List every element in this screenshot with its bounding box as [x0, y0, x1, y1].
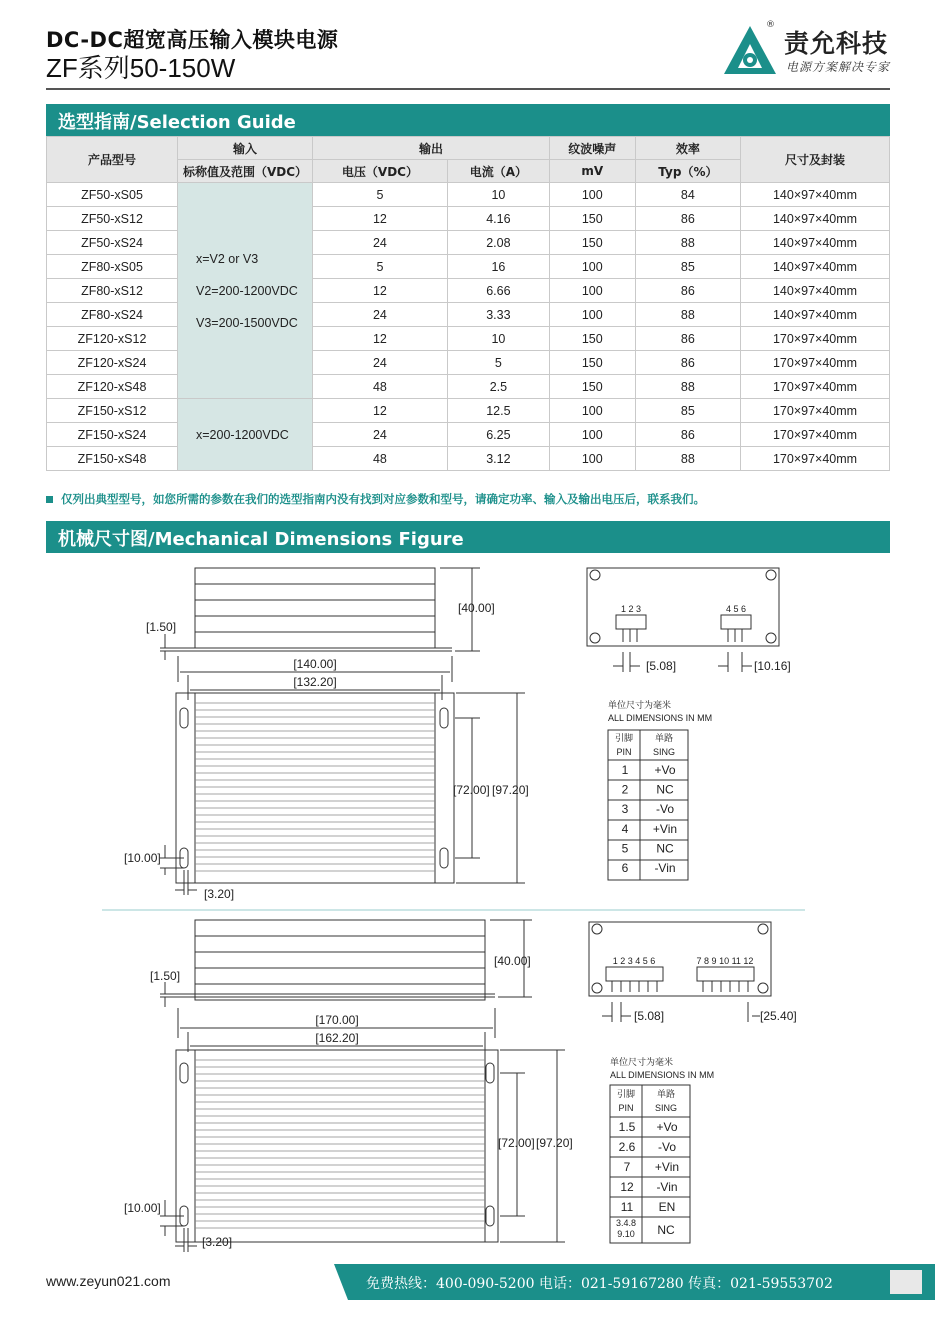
dim-label: [10.00]: [124, 1201, 161, 1215]
eff-cell: 88: [635, 231, 740, 255]
pin-number: 3: [621, 802, 629, 817]
table-row: [47, 327, 890, 351]
pin-function: +Vo: [656, 1120, 678, 1134]
selection-note: [46, 491, 705, 507]
pin-numbers: 4 5 6: [725, 604, 747, 614]
dim-label: [72.00]: [498, 1136, 535, 1150]
page-number-box: [890, 1270, 922, 1294]
col-eff: 效率: [635, 137, 740, 160]
table-row: [47, 447, 890, 471]
size-cell: 140×97×40mm: [741, 231, 890, 255]
ripple-cell: 150: [549, 327, 635, 351]
pin-function: +Vin: [652, 821, 678, 836]
ripple-cell: 150: [549, 351, 635, 375]
dim-label: [5.08]: [646, 659, 677, 673]
pin-function: NC: [657, 1223, 675, 1237]
pin-col-header: 单路: [656, 1089, 676, 1099]
pin-number: 11: [620, 1200, 634, 1214]
voltage-cell: 24: [313, 231, 448, 255]
table-row: [47, 231, 890, 255]
current-cell: 10: [447, 183, 549, 207]
pin-number: 2.6: [618, 1140, 636, 1154]
input-range-line: V2=200-1200VDC: [196, 283, 298, 298]
eff-cell: 86: [635, 423, 740, 447]
dim-label: [25.40]: [760, 1009, 797, 1023]
table-row: [47, 351, 890, 375]
dim-label: [72.00]: [453, 783, 490, 797]
unit-note-en: ALL DIMENSIONS IN MM: [608, 713, 713, 723]
page-subtitle: ZF系列50-150W: [46, 53, 236, 83]
input-range-cell: [178, 183, 313, 399]
size-cell: 170×97×40mm: [741, 327, 890, 351]
dim-label: [40.00]: [494, 954, 531, 968]
current-cell: 12.5: [447, 399, 549, 423]
ripple-cell: 150: [549, 375, 635, 399]
ripple-cell: 100: [549, 303, 635, 327]
ripple-cell: 100: [549, 183, 635, 207]
col-ripple: 纹波噪声: [549, 137, 635, 160]
eff-cell: 86: [635, 207, 740, 231]
dim-label: [97.20]: [492, 783, 529, 797]
dim-label: [10.16]: [754, 659, 791, 673]
voltage-cell: 5: [313, 255, 448, 279]
table-row: [47, 423, 890, 447]
dim-label: [132.20]: [293, 675, 337, 689]
table-row: [47, 207, 890, 231]
pin-function: -Vo: [657, 1140, 677, 1154]
current-cell: 6.66: [447, 279, 549, 303]
eff-cell: 88: [635, 375, 740, 399]
dim-label: [1.50]: [146, 620, 177, 634]
eff-cell: 86: [635, 279, 740, 303]
current-cell: 10: [447, 327, 549, 351]
model-cell: ZF120-xS24: [47, 351, 178, 375]
size-cell: 140×97×40mm: [741, 279, 890, 303]
model-cell: ZF50-xS12: [47, 207, 178, 231]
header-divider: [46, 88, 890, 90]
size-cell: 140×97×40mm: [741, 207, 890, 231]
pin-numbers: 7 8 9 10 11 12: [696, 956, 754, 966]
ripple-cell: 150: [549, 231, 635, 255]
pin-function: NC: [656, 841, 674, 856]
dim-label: [40.00]: [458, 601, 495, 615]
voltage-cell: 12: [313, 399, 448, 423]
table-row: [47, 375, 890, 399]
size-cell: 140×97×40mm: [741, 255, 890, 279]
pin-col-header: 引脚: [614, 733, 634, 743]
eff-cell: 85: [635, 399, 740, 423]
website-link[interactable]: www.zeyun021.com: [46, 1273, 171, 1289]
pin-col-header: 单路: [654, 733, 674, 743]
pin-function: -Vin: [656, 1180, 678, 1194]
size-cell: 170×97×40mm: [741, 351, 890, 375]
ripple-cell: 100: [549, 447, 635, 471]
pin-function: EN: [658, 1200, 676, 1214]
model-cell: ZF150-xS12: [47, 399, 178, 423]
dim-label: [3.20]: [204, 887, 235, 901]
voltage-cell: 12: [313, 327, 448, 351]
pin-numbers: 1 2 3: [620, 604, 642, 614]
pin-number: 7: [623, 1160, 631, 1174]
model-cell: ZF80-xS05: [47, 255, 178, 279]
dim-label: [3.20]: [202, 1235, 233, 1249]
voltage-cell: 12: [313, 207, 448, 231]
pin-col-header: 引脚: [616, 1089, 636, 1099]
col-eff-unit: Typ（%）: [635, 160, 740, 183]
model-cell: ZF50-xS24: [47, 231, 178, 255]
eff-cell: 84: [635, 183, 740, 207]
voltage-cell: 24: [313, 351, 448, 375]
pin-function: -Vin: [654, 861, 676, 875]
pin-numbers: 1 2 3 4 5 6: [612, 956, 656, 966]
input-range-cell: x=200-1200VDC: [178, 399, 313, 471]
unit-note-en: ALL DIMENSIONS IN MM: [610, 1070, 715, 1080]
dim-label: [97.20]: [536, 1136, 573, 1150]
col-model: 产品型号: [47, 137, 178, 183]
current-cell: 5: [447, 351, 549, 375]
mechanical-drawing: [0, 560, 935, 1260]
col-input-sub: 标称值及范围（VDC）: [178, 160, 313, 183]
eff-cell: 88: [635, 303, 740, 327]
dim-label: [10.00]: [124, 851, 161, 865]
footer-contact: 免费热线：400-090-5200 电话：021-59167280 传真：021-59553702: [366, 1276, 833, 1292]
current-cell: 4.16: [447, 207, 549, 231]
unit-note: 单位尺寸为毫米: [608, 700, 672, 710]
dim-label: [1.50]: [150, 969, 181, 983]
selection-guide-bar: [46, 104, 890, 136]
current-cell: 3.12: [447, 447, 549, 471]
pin-col-sub: SING: [652, 747, 676, 757]
pin-col-sub: PIN: [616, 747, 632, 757]
voltage-cell: 24: [313, 303, 448, 327]
input-range-line: V3=200-1500VDC: [196, 315, 298, 330]
pin-number: 5: [621, 841, 629, 856]
mechanical-title: 机械尺寸图/Mechanical Dimensions Figure: [58, 529, 464, 550]
table-row: [47, 399, 890, 423]
model-cell: ZF120-xS12: [47, 327, 178, 351]
pin-number: 12: [620, 1180, 634, 1194]
model-cell: ZF50-xS05: [47, 183, 178, 207]
current-cell: 16: [447, 255, 549, 279]
ripple-cell: 100: [549, 255, 635, 279]
model-cell: ZF80-xS12: [47, 279, 178, 303]
ripple-cell: 100: [549, 423, 635, 447]
current-cell: 3.33: [447, 303, 549, 327]
col-ripple-unit: mV: [549, 160, 635, 183]
ripple-cell: 150: [549, 207, 635, 231]
pin-number: 2: [621, 782, 629, 797]
size-cell: 140×97×40mm: [741, 303, 890, 327]
size-cell: 140×97×40mm: [741, 183, 890, 207]
pin-number: 1.5: [618, 1120, 636, 1134]
col-input: 输入: [178, 137, 313, 160]
current-cell: 2.5: [447, 375, 549, 399]
size-cell: 170×97×40mm: [741, 375, 890, 399]
pin-function: +Vo: [654, 763, 676, 777]
pin-number: 1: [621, 763, 629, 777]
table-row: [47, 303, 890, 327]
col-output: 输出: [313, 137, 550, 160]
col-size: 尺寸及封装: [741, 137, 890, 183]
voltage-cell: 48: [313, 375, 448, 399]
eff-cell: 86: [635, 327, 740, 351]
dim-label: [5.08]: [634, 1009, 665, 1023]
pin-function: NC: [656, 782, 674, 797]
size-cell: 170×97×40mm: [741, 399, 890, 423]
page-title: DC-DC超宽高压输入模块电源: [46, 28, 339, 52]
model-cell: ZF80-xS24: [47, 303, 178, 327]
pin-number: 3.4.8 9.10: [615, 1218, 637, 1239]
bullet-square-icon: [46, 496, 53, 503]
voltage-cell: 24: [313, 423, 448, 447]
current-cell: 2.08: [447, 231, 549, 255]
unit-note: 单位尺寸为毫米: [610, 1057, 674, 1067]
table-row: [47, 255, 890, 279]
eff-cell: 86: [635, 351, 740, 375]
size-cell: 170×97×40mm: [741, 423, 890, 447]
company-slogan: 电源方案解决专家: [786, 60, 891, 74]
pin-function: +Vin: [654, 1160, 680, 1174]
size-cell: 170×97×40mm: [741, 447, 890, 471]
pin-function: -Vo: [655, 802, 675, 817]
pin-col-sub: SING: [654, 1103, 678, 1113]
selection-table: [46, 136, 890, 471]
ripple-cell: 100: [549, 279, 635, 303]
pin-col-sub: PIN: [618, 1103, 634, 1113]
pin-number: 4: [621, 821, 629, 836]
registered-mark: ®: [766, 20, 775, 30]
voltage-cell: 48: [313, 447, 448, 471]
model-cell: ZF150-xS24: [47, 423, 178, 447]
current-cell: 6.25: [447, 423, 549, 447]
col-current: 电流（A）: [447, 160, 549, 183]
model-cell: ZF120-xS48: [47, 375, 178, 399]
model-cell: ZF150-xS48: [47, 447, 178, 471]
selection-guide-title: 选型指南/Selection Guide: [58, 112, 296, 133]
ripple-cell: 100: [549, 399, 635, 423]
voltage-cell: 5: [313, 183, 448, 207]
dim-label: [140.00]: [293, 657, 337, 671]
eff-cell: 88: [635, 447, 740, 471]
col-voltage: 电压（VDC）: [313, 160, 448, 183]
note-text: 仅列出典型型号，如您所需的参数在我们的选型指南内没有找到对应参数和型号，请确定功率、输入及输出电压后，联系我们。: [61, 492, 705, 506]
pin-number: 6: [621, 861, 629, 875]
dim-label: [170.00]: [315, 1013, 359, 1027]
dim-label: [162.20]: [315, 1031, 359, 1045]
eff-cell: 85: [635, 255, 740, 279]
table-row: [47, 279, 890, 303]
table-row: [47, 183, 890, 207]
input-range-line: x=V2 or V3: [196, 251, 259, 266]
company-name: 责允科技: [784, 29, 889, 58]
voltage-cell: 12: [313, 279, 448, 303]
mechanical-bar: [46, 521, 890, 553]
